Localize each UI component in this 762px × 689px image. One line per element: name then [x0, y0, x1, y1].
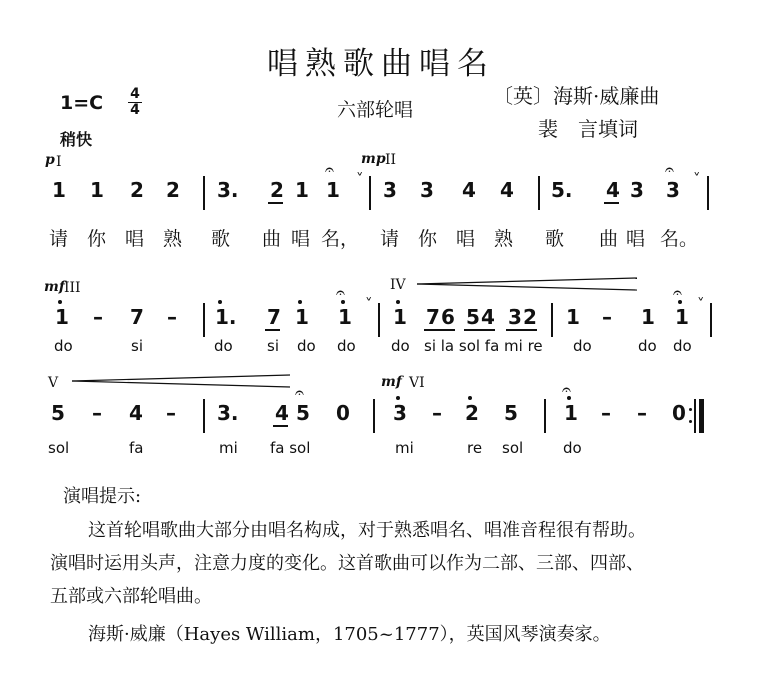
decrescendo-hairpin-icon [415, 276, 640, 292]
note: 1 [90, 178, 104, 202]
composer-credit: 〔英〕海斯·威廉曲 [493, 84, 660, 108]
note: 2 [523, 305, 537, 329]
note: 1 [55, 305, 69, 329]
part-label-IV: IV [390, 277, 406, 293]
note: 2 [270, 178, 284, 202]
high-octave-dot [58, 300, 62, 304]
lyric: 你 [87, 228, 107, 250]
note: 3. [217, 178, 239, 202]
key-signature: 1=C [60, 92, 104, 114]
note: 1 [295, 178, 309, 202]
solfege: re [467, 439, 483, 457]
note: 1 [393, 305, 407, 329]
barline [707, 176, 709, 210]
note: 2 [130, 178, 144, 202]
dash: – [601, 401, 611, 425]
lyricist-credit: 裴 言填词 [538, 117, 638, 141]
breath-mark-icon: ˅ [693, 170, 701, 188]
solfege: do [297, 337, 316, 355]
repeat-dot [689, 408, 692, 411]
solfege: sol [502, 439, 524, 457]
note: 1 [52, 178, 66, 202]
high-octave-dot [396, 396, 400, 400]
lyric: 唱 [125, 228, 145, 250]
lyric: 请 [49, 228, 69, 250]
dash: – [93, 305, 103, 329]
note: 1 [675, 305, 689, 329]
note: 5 [51, 401, 65, 425]
high-octave-dot [298, 300, 302, 304]
note: 3. [217, 401, 239, 425]
decrescendo-hairpin-icon [70, 373, 292, 389]
underline [506, 329, 537, 331]
note: 5. [551, 178, 573, 202]
note: 1 [295, 305, 309, 329]
barline [203, 176, 205, 210]
note: 7 [426, 305, 440, 329]
tempo-marking: 稍快 [60, 130, 93, 149]
fermata-icon: 𝄐 [665, 160, 674, 179]
time-denominator: 4 [130, 102, 140, 118]
time-numerator: 4 [130, 86, 140, 102]
note: 4 [500, 178, 514, 202]
barline [710, 303, 712, 337]
solfege: do [673, 337, 692, 355]
dynamic-mf: mf [44, 279, 65, 295]
dynamic-mp: mp [361, 151, 386, 167]
note: 1 [566, 305, 580, 329]
note: 3 [393, 401, 407, 425]
rest: 0 [336, 401, 350, 425]
barline [369, 176, 371, 210]
dynamic-mf: mf [381, 374, 402, 390]
underline [424, 329, 455, 331]
solfege: sol [48, 439, 70, 457]
solfege: fa [129, 439, 144, 457]
solfege: si [267, 337, 279, 355]
note: 2 [166, 178, 180, 202]
note: 4 [275, 401, 289, 425]
underline [273, 425, 288, 427]
note: 4 [462, 178, 476, 202]
breath-mark-icon: ˅ [356, 170, 364, 188]
subtitle: 六部轮唱 [337, 99, 414, 121]
note: 1. [215, 305, 237, 329]
note: 5 [504, 401, 518, 425]
fermata-icon: 𝄐 [673, 283, 682, 302]
solfege: mi [219, 439, 238, 457]
part-label-V: V [48, 375, 59, 391]
page-title: 唱熟歌曲唱名 [267, 46, 495, 82]
note: 6 [441, 305, 455, 329]
rest: 0 [672, 401, 686, 425]
note: 3 [420, 178, 434, 202]
breath-mark-icon: ˅ [697, 295, 705, 313]
note: 3 [666, 178, 680, 202]
dynamic-p: p [45, 152, 55, 168]
note: 1 [641, 305, 655, 329]
note: 1 [338, 305, 352, 329]
solfege: fa sol [270, 439, 311, 457]
solfege: do [573, 337, 592, 355]
solfege: si la sol fa mi re [424, 337, 543, 355]
solfege: do [214, 337, 233, 355]
solfege: do [638, 337, 657, 355]
note: 1 [326, 178, 340, 202]
lyric: 熟 [494, 228, 514, 250]
note: 3 [383, 178, 397, 202]
part-label-I: I [56, 154, 62, 170]
dash: – [637, 401, 647, 425]
lyric: 唱 [291, 228, 311, 250]
lyric: 名， [321, 228, 360, 250]
fermata-icon: 𝄐 [336, 283, 345, 302]
solfege: do [337, 337, 356, 355]
part-label-III: III [64, 280, 81, 296]
barline [538, 176, 540, 210]
note: 2 [465, 401, 479, 425]
fermata-icon: 𝄐 [295, 383, 304, 402]
barline [203, 303, 205, 337]
note: 4 [606, 178, 620, 202]
barline [378, 303, 380, 337]
barline [203, 399, 205, 433]
hint-paragraph-line: 五部或六部轮唱曲。 [50, 586, 212, 607]
underline [268, 202, 283, 204]
time-signature [128, 88, 142, 117]
hint-paragraph-line: 这首轮唱歌曲大部分由唱名构成，对于熟悉唱名、唱准音程很有帮助。 [88, 520, 646, 541]
underline [265, 329, 280, 331]
high-octave-dot [218, 300, 222, 304]
note: 4 [129, 401, 143, 425]
part-label-VI: VI [409, 375, 425, 391]
dash: – [602, 305, 612, 329]
solfege: do [563, 439, 582, 457]
final-barline-thin [694, 399, 696, 433]
note: 1 [564, 401, 578, 425]
composer-biography: 海斯·威廉（Hayes William，1705~1777），英国风琴演奏家。 [88, 624, 611, 645]
lyric: 熟 [163, 228, 183, 250]
high-octave-dot [468, 396, 472, 400]
lyric: 唱 [626, 228, 646, 250]
lyric: 你 [418, 228, 438, 250]
solfege: mi [395, 439, 414, 457]
dash: – [167, 305, 177, 329]
dash: – [92, 401, 102, 425]
repeat-dot [689, 420, 692, 423]
lyric: 歌 [211, 228, 231, 250]
underline [604, 202, 619, 204]
high-octave-dot [396, 300, 400, 304]
barline [373, 399, 375, 433]
lyric: 曲 [599, 228, 619, 250]
final-barline-thick [699, 399, 704, 433]
note: 3 [630, 178, 644, 202]
lyric: 唱 [456, 228, 476, 250]
lyric: 歌 [545, 228, 565, 250]
barline [551, 303, 553, 337]
underline [464, 329, 495, 331]
part-label-II: II [385, 152, 397, 168]
note: 4 [481, 305, 495, 329]
fermata-icon: 𝄐 [325, 160, 334, 179]
barline [544, 399, 546, 433]
hint-paragraph-line: 演唱时运用头声，注意力度的变化。这首歌曲可以作为二部、三部、四部、 [50, 553, 644, 574]
note: 7 [267, 305, 281, 329]
note: 7 [130, 305, 144, 329]
breath-mark-icon: ˅ [365, 295, 373, 313]
dash: – [166, 401, 176, 425]
lyric: 请 [380, 228, 400, 250]
note: 3 [508, 305, 522, 329]
lyric: 名。 [660, 228, 699, 250]
note: 5 [466, 305, 480, 329]
performance-hint-heading: 演唱提示: [63, 486, 142, 507]
fermata-icon: 𝄐 [562, 380, 571, 399]
lyric: 曲 [262, 228, 282, 250]
solfege: do [391, 337, 410, 355]
solfege: si [131, 337, 143, 355]
note: 5 [296, 401, 310, 425]
dash: – [432, 401, 442, 425]
solfege: do [54, 337, 73, 355]
